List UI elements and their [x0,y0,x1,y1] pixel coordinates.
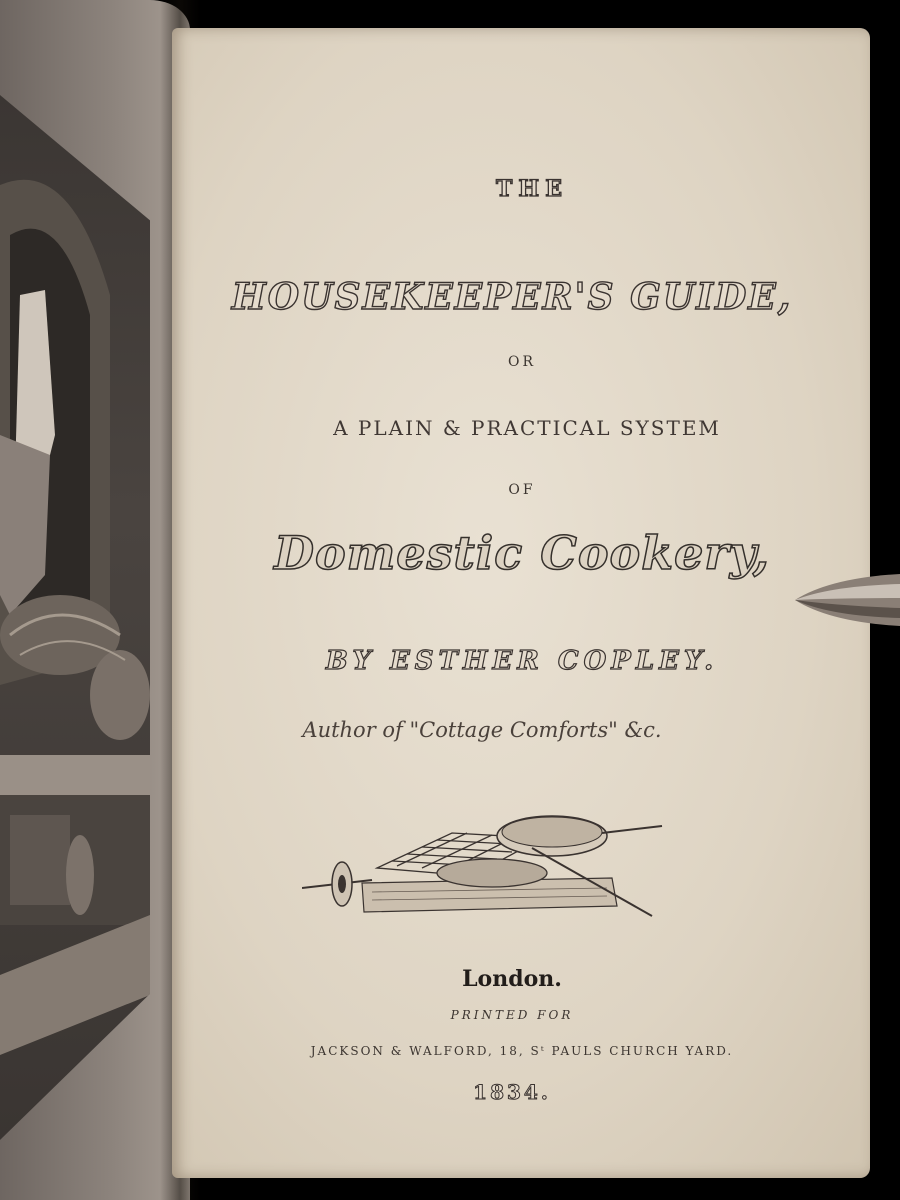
book-subtitle: A PLAIN & PRACTICAL SYSTEM [333,416,721,440]
book-topic: Domestic Cookery, [274,526,770,580]
book-author: BY ESTHER COPLEY. [325,646,719,676]
book-title: HOUSEKEEPER'S GUIDE, [231,276,793,318]
title-preposition: OF [508,482,536,498]
author-credit: Author of "Cottage Comforts" &c. [302,718,662,742]
title-page [172,28,870,1178]
imprint-printed-for: PRINTED FOR [450,1008,574,1022]
imprint-city: London. [462,966,562,992]
title-conjunction: OR [507,354,537,370]
cookware-vignette [302,788,682,938]
imprint-publisher: JACKSON & WALFORD, 18, Sᵗ PAULS CHURCH YARD. [310,1044,734,1058]
frontispiece-engraving [0,95,150,1140]
imprint-year: 1834. [473,1080,551,1104]
pointer-tip-icon [790,568,900,628]
title-article: THE [496,176,568,202]
